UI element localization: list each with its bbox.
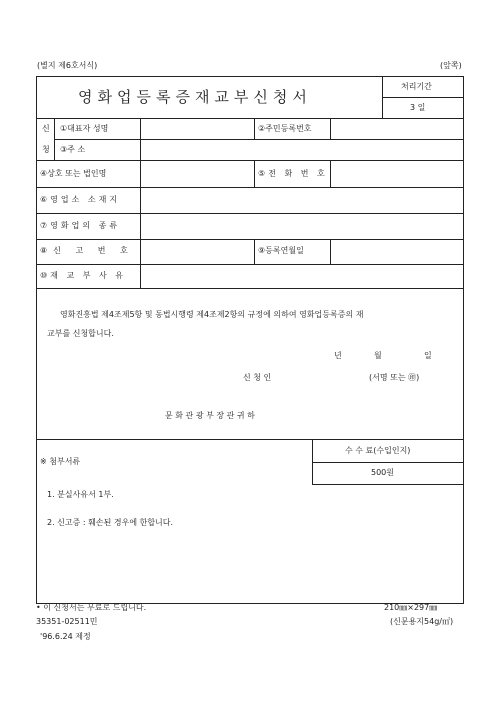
enactment-date: '96.6.24 제정 bbox=[40, 632, 91, 641]
report-no-field[interactable] bbox=[141, 240, 253, 263]
reason-field[interactable] bbox=[141, 265, 462, 287]
divider bbox=[312, 462, 464, 463]
applicant-signature-label: 신 청 인 bbox=[243, 373, 272, 382]
address-field[interactable] bbox=[141, 140, 462, 159]
rep-name-field[interactable] bbox=[141, 119, 253, 138]
business-type-field[interactable] bbox=[141, 214, 462, 238]
divider bbox=[254, 239, 255, 265]
reason-label: ⑩재 교 부 사 유 bbox=[40, 271, 126, 280]
statement-line-2: 교부를 신청합니다. bbox=[47, 329, 114, 338]
statement-line-1: 영화진흥법 제4조제5항 및 동법시행령 제4조제2항의 규정에 의하여 영화업등록증의 재 bbox=[60, 310, 364, 319]
attachment-item-1: 1. 분실사유서 1부. bbox=[47, 490, 114, 499]
paper-size: 210㎜×297㎜ bbox=[384, 603, 438, 612]
processing-period-label: 처리기간 bbox=[401, 82, 432, 91]
reg-date-field[interactable] bbox=[331, 240, 462, 263]
date-year-label: 년 bbox=[334, 351, 342, 360]
rep-name-label: ①대표자 성명 bbox=[60, 124, 109, 133]
divider bbox=[312, 484, 464, 485]
form-code: 35351-02511민 bbox=[36, 617, 98, 626]
attachments-title: ※ 첨부서류 bbox=[40, 457, 81, 466]
resident-no-label: ②주민등록번호 bbox=[258, 124, 312, 133]
paper-type: (신문용지54g/㎡) bbox=[390, 617, 454, 626]
phone-field[interactable] bbox=[331, 161, 462, 186]
report-no-label: ⑧신 고 번 호 bbox=[40, 246, 134, 255]
fee-label: 수 수 료(수입인지) bbox=[345, 446, 411, 455]
date-month-label: 월 bbox=[374, 351, 382, 360]
divider bbox=[382, 97, 463, 98]
fee-value: 500원 bbox=[371, 468, 394, 477]
phone-label: ⑤전 화 번 호 bbox=[258, 169, 328, 178]
addressee: 문 화 관 광 부 장 관 귀 하 bbox=[165, 411, 255, 420]
divider bbox=[254, 160, 255, 188]
company-field[interactable] bbox=[141, 161, 253, 186]
processing-period-value: 3 일 bbox=[410, 103, 426, 112]
attachment-item-2: 2. 신고증 : 훼손된 경우에 한합니다. bbox=[47, 518, 174, 527]
footer-note: • 이 신청서는 무료로 드립니다. bbox=[36, 603, 147, 612]
address-label: ③주 소 bbox=[60, 145, 86, 154]
applicant-label-top: 신 bbox=[42, 124, 50, 133]
business-type-label: ⑦영화업의 종류 bbox=[40, 221, 121, 230]
form-number: (별지 제6호서식) bbox=[37, 61, 98, 70]
reg-date-label: ⑨등록연월일 bbox=[258, 246, 304, 255]
form-frame-left bbox=[36, 76, 37, 604]
applicant-label-bottom: 청 bbox=[42, 145, 50, 154]
form-frame-top bbox=[36, 76, 464, 77]
office-location-field[interactable] bbox=[141, 188, 462, 212]
company-label: ④상호 또는 법인명 bbox=[40, 169, 107, 178]
divider bbox=[54, 118, 55, 161]
signature-field[interactable]: (서명 또는 ㊞) bbox=[369, 373, 420, 382]
divider bbox=[36, 288, 464, 289]
resident-no-field[interactable] bbox=[331, 119, 462, 138]
form-frame-right bbox=[463, 76, 464, 604]
form-title: 영화업등록증재교부신청서 bbox=[78, 88, 312, 106]
office-location-label: ⑥영업소 소재지 bbox=[40, 195, 121, 204]
page-side-label: (앞쪽) bbox=[440, 61, 462, 70]
divider bbox=[36, 439, 464, 440]
date-day-label: 일 bbox=[424, 351, 432, 360]
divider bbox=[254, 118, 255, 140]
